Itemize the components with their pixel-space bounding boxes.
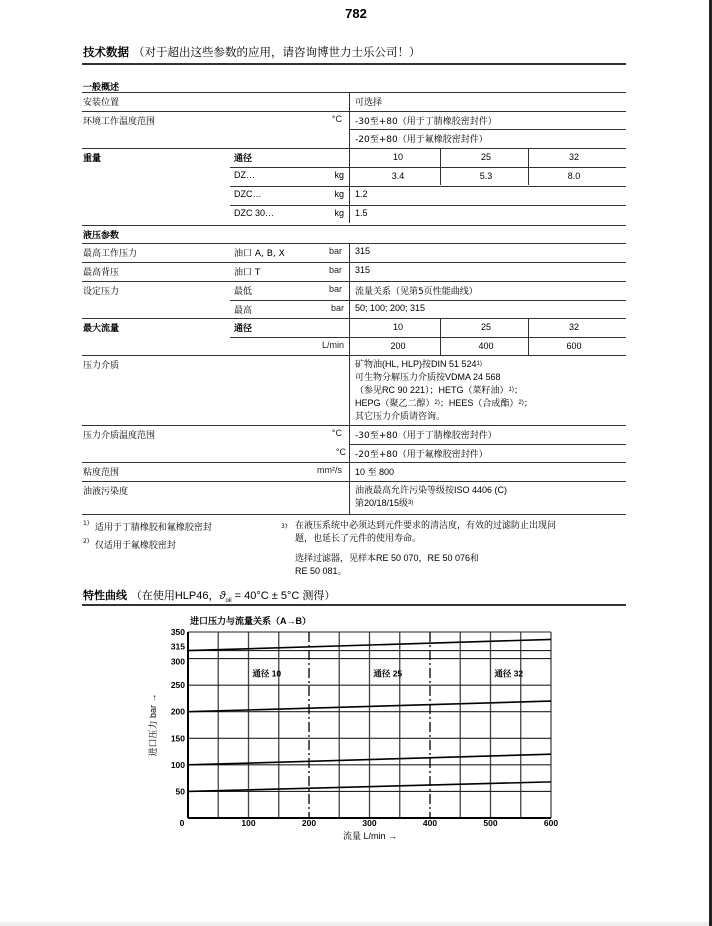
y-tick-label: 350	[170, 627, 185, 637]
row-contamination	[82, 481, 626, 515]
chart-x-ticks	[180, 818, 559, 828]
y-axis-label: 进口压力 bar →	[148, 693, 158, 757]
row-value: 可选择	[355, 98, 383, 108]
footnote-mark: 2)	[83, 538, 90, 545]
footnote-1	[83, 520, 212, 533]
fluid-line	[355, 371, 533, 384]
size-label: 通径 25	[373, 668, 403, 679]
row-unit: mm²/s	[317, 465, 342, 475]
size-32: 32	[568, 322, 579, 332]
y-tick-label: 200	[170, 706, 185, 717]
fluid-values	[355, 358, 533, 423]
footnote-ref: 3)	[408, 500, 414, 506]
row-weight	[82, 148, 626, 167]
row-label: 压力介质	[83, 361, 120, 371]
size-10: 10	[392, 152, 403, 162]
flow-value: 200	[390, 341, 406, 351]
page-bottom-edge	[0, 922, 709, 926]
row-unit: kg	[334, 170, 344, 180]
row-set-pressure	[82, 281, 626, 300]
section-heading-tech-data	[83, 44, 421, 60]
row-set-pressure-max	[230, 300, 626, 319]
row-label: 压力介质温度范围	[83, 431, 156, 441]
section-general-title: 一般概述	[83, 83, 120, 93]
size-25: 25	[480, 322, 491, 332]
row-value: 50; 100; 200; 315	[355, 303, 426, 313]
fluid-line-text: HEPG（聚乙二醇）	[355, 398, 435, 408]
footnote-ref: 1)	[508, 387, 514, 393]
row-unit: °C	[331, 428, 342, 438]
page-number: 782	[345, 6, 367, 21]
x-tick-label: 0	[179, 818, 185, 828]
row-max-flow-values	[230, 337, 626, 356]
curves-note-suffix: = 40°C ± 5°C 测得）	[231, 590, 336, 602]
weight-value: 8.0	[567, 171, 581, 181]
chart-series	[188, 639, 551, 791]
row-value: -20至+80（用于氟橡胶密封件）	[355, 135, 488, 145]
row-value: -30至+80（用于丁腈橡胶密封件）	[355, 117, 497, 127]
row-label: 安装位置	[83, 98, 120, 108]
row-label: 最高背压	[83, 268, 120, 278]
row-weight-dz	[230, 167, 626, 186]
row-max-flow	[82, 318, 626, 337]
theta-subscript: oil	[225, 598, 232, 605]
y-tick-label: 100	[170, 759, 185, 770]
row-value: 315	[355, 265, 371, 275]
subcolumn-divider	[440, 318, 441, 355]
row-value: 流量关系（见第5页性能曲线）	[355, 287, 478, 297]
footnote-text: 在液压系统中必须达到元件要求的清洁度，有效的过滤防止出现问	[295, 521, 557, 531]
size-label: 通径 32	[494, 668, 524, 679]
contamination-line: 油液最高允许污染等级按ISO 4406 (C)	[355, 485, 508, 495]
chart-y-ticks	[171, 627, 185, 796]
theta-symbol: ϑ	[219, 590, 226, 602]
row-label: 粘度范围	[83, 468, 120, 478]
x-tick-label: 300	[362, 818, 377, 828]
row-unit: bar	[328, 246, 342, 256]
fluid-line	[355, 410, 533, 423]
section-heading-curves	[83, 587, 335, 604]
row-unit: kg	[334, 208, 344, 218]
x-tick-label: 100	[241, 818, 256, 828]
row-sublabel: 油口 A, B, X	[234, 249, 285, 259]
column-divider	[349, 92, 350, 223]
footnote-text: 题，也延长了元件的使用寿命。	[295, 534, 422, 544]
row-unit: bar	[328, 284, 342, 294]
footnote-ref: 1)	[476, 361, 482, 367]
row-value: -30至+80（用于丁腈橡胶密封件）	[355, 431, 497, 441]
row-unit: °C	[331, 114, 342, 124]
subcolumn-divider	[528, 148, 529, 185]
section-hydraulic	[82, 225, 626, 240]
row-unit: L/min	[321, 340, 344, 350]
row-value: 315	[355, 246, 371, 256]
chart-axes	[188, 632, 551, 818]
subcolumn-divider	[440, 148, 441, 185]
y-tick-label: 300	[170, 656, 185, 667]
row-label: 最高工作压力	[83, 249, 138, 259]
row-label: 环境工作温度范围	[83, 117, 156, 127]
curves-note	[130, 590, 336, 605]
footnote-text: 仅适用于氟橡胶密封	[94, 541, 176, 551]
contamination-line	[355, 497, 507, 510]
fluid-line-tail: ；	[513, 385, 523, 395]
row-fluid-temp-2	[335, 444, 626, 463]
row-viscosity	[82, 462, 626, 481]
footnote-text: 适用于丁腈橡胶和氟橡胶密封	[94, 523, 212, 533]
row-sublabel: 通径	[234, 154, 253, 164]
y-tick-label: 315	[170, 641, 185, 652]
y-tick-label: 50	[175, 786, 185, 797]
series-line	[188, 782, 551, 792]
row-ambient-temp	[82, 111, 626, 130]
footnote-text: RE 50 081。	[295, 566, 347, 576]
x-tick-label: 600	[543, 818, 559, 828]
y-tick-label: 150	[170, 733, 185, 744]
row-ambient-temp-2	[349, 129, 626, 148]
x-axis-label: 流量 L/min →	[342, 831, 398, 841]
fluid-line-tail: ；	[523, 398, 533, 408]
series-line	[188, 754, 551, 765]
footnote-ref: 2)	[518, 400, 524, 406]
row-value: 10 至 800	[355, 467, 395, 477]
row-fluid-temp	[82, 425, 626, 444]
footnote-3	[281, 520, 556, 578]
size-10: 10	[392, 322, 403, 332]
footnote-mark: 1)	[83, 520, 90, 527]
row-sublabel: DZC…	[234, 189, 262, 199]
fluid-line	[355, 397, 533, 410]
footnote-ref: 2)	[434, 400, 440, 406]
row-value: -20至+80（用于氟橡胶密封件）	[355, 450, 488, 460]
row-weight-dzc30	[230, 205, 626, 224]
size-label: 通径 10	[252, 668, 282, 679]
fluid-line	[355, 358, 533, 371]
fluid-line-text: 矿物油(HL, HLP)按DIN 51 524	[355, 359, 477, 369]
column-divider	[349, 243, 350, 514]
x-tick-label: 400	[422, 818, 438, 828]
size-32: 32	[568, 152, 579, 162]
row-mounting	[82, 92, 626, 111]
fluid-line	[355, 384, 533, 397]
row-sublabel: 油口 T	[234, 268, 261, 278]
weight-value: 1.2	[355, 189, 368, 199]
row-label: 最大流量	[83, 324, 120, 334]
row-label: 重量	[83, 154, 102, 164]
section-hydraulic-title: 液压参数	[83, 231, 120, 241]
curves-rule	[82, 604, 626, 606]
curves-note-prefix: （在使用HLP46，	[130, 590, 220, 602]
row-weight-dzc	[230, 186, 626, 205]
x-tick-label: 200	[301, 818, 317, 828]
size-25: 25	[480, 152, 491, 162]
series-line	[188, 701, 551, 712]
heading-rule	[82, 63, 626, 65]
flow-value: 400	[478, 341, 494, 351]
series-line	[188, 639, 551, 650]
section-general	[82, 78, 626, 92]
row-sublabel: DZ…	[234, 170, 255, 180]
row-unit: bar	[330, 303, 344, 313]
curves-title: 特性曲线	[83, 589, 127, 602]
contamination-text: 第20/18/15级	[355, 498, 409, 508]
row-unit: bar	[328, 265, 342, 275]
row-sublabel: 通径	[234, 324, 253, 334]
heading-note: （对于超出这些参数的应用，请咨询博世力士乐公司！）	[133, 45, 421, 59]
footnote-2	[83, 538, 176, 551]
chart-title: 进口压力与流量关系（A→B）	[190, 616, 311, 626]
fluid-line-text: ；HEES（合成酯）	[439, 398, 519, 408]
row-fluid	[82, 355, 626, 426]
row-label: 设定压力	[83, 287, 120, 297]
row-max-back-pressure	[82, 262, 626, 281]
row-sublabel: DZC 30…	[234, 208, 275, 218]
fluid-line-text: 其它压力介质请咨询。	[355, 411, 446, 421]
chart-size-boundaries	[309, 632, 430, 818]
weight-value: 3.4	[391, 171, 405, 181]
row-max-working-pressure	[82, 243, 626, 262]
row-unit: kg	[334, 189, 344, 199]
heading-title: 技术数据	[83, 45, 129, 59]
row-sublabel: 最高	[234, 306, 253, 316]
y-tick-label: 250	[170, 680, 185, 691]
fluid-line-text: （参见RC 90 221）；HETG（菜籽油）	[355, 385, 509, 395]
row-label: 油液污染度	[83, 487, 129, 497]
chart-size-labels	[252, 668, 523, 678]
footnote-text: 选择过滤器，见样本RE 50 070，RE 50 076和	[295, 553, 480, 563]
x-tick-label: 500	[483, 818, 498, 828]
flow-value: 600	[566, 341, 582, 351]
contamination-values	[355, 484, 507, 510]
chart-grid	[188, 632, 551, 818]
row-unit: °C	[335, 447, 346, 457]
weight-value: 1.5	[355, 208, 368, 218]
row-sublabel: 最低	[234, 287, 253, 297]
subcolumn-divider	[528, 318, 529, 355]
fluid-line-text: 可生物分解压力介质按VDMA 24 568	[355, 372, 501, 382]
footnote-mark: 3)	[281, 523, 288, 530]
weight-value: 5.3	[479, 171, 493, 181]
